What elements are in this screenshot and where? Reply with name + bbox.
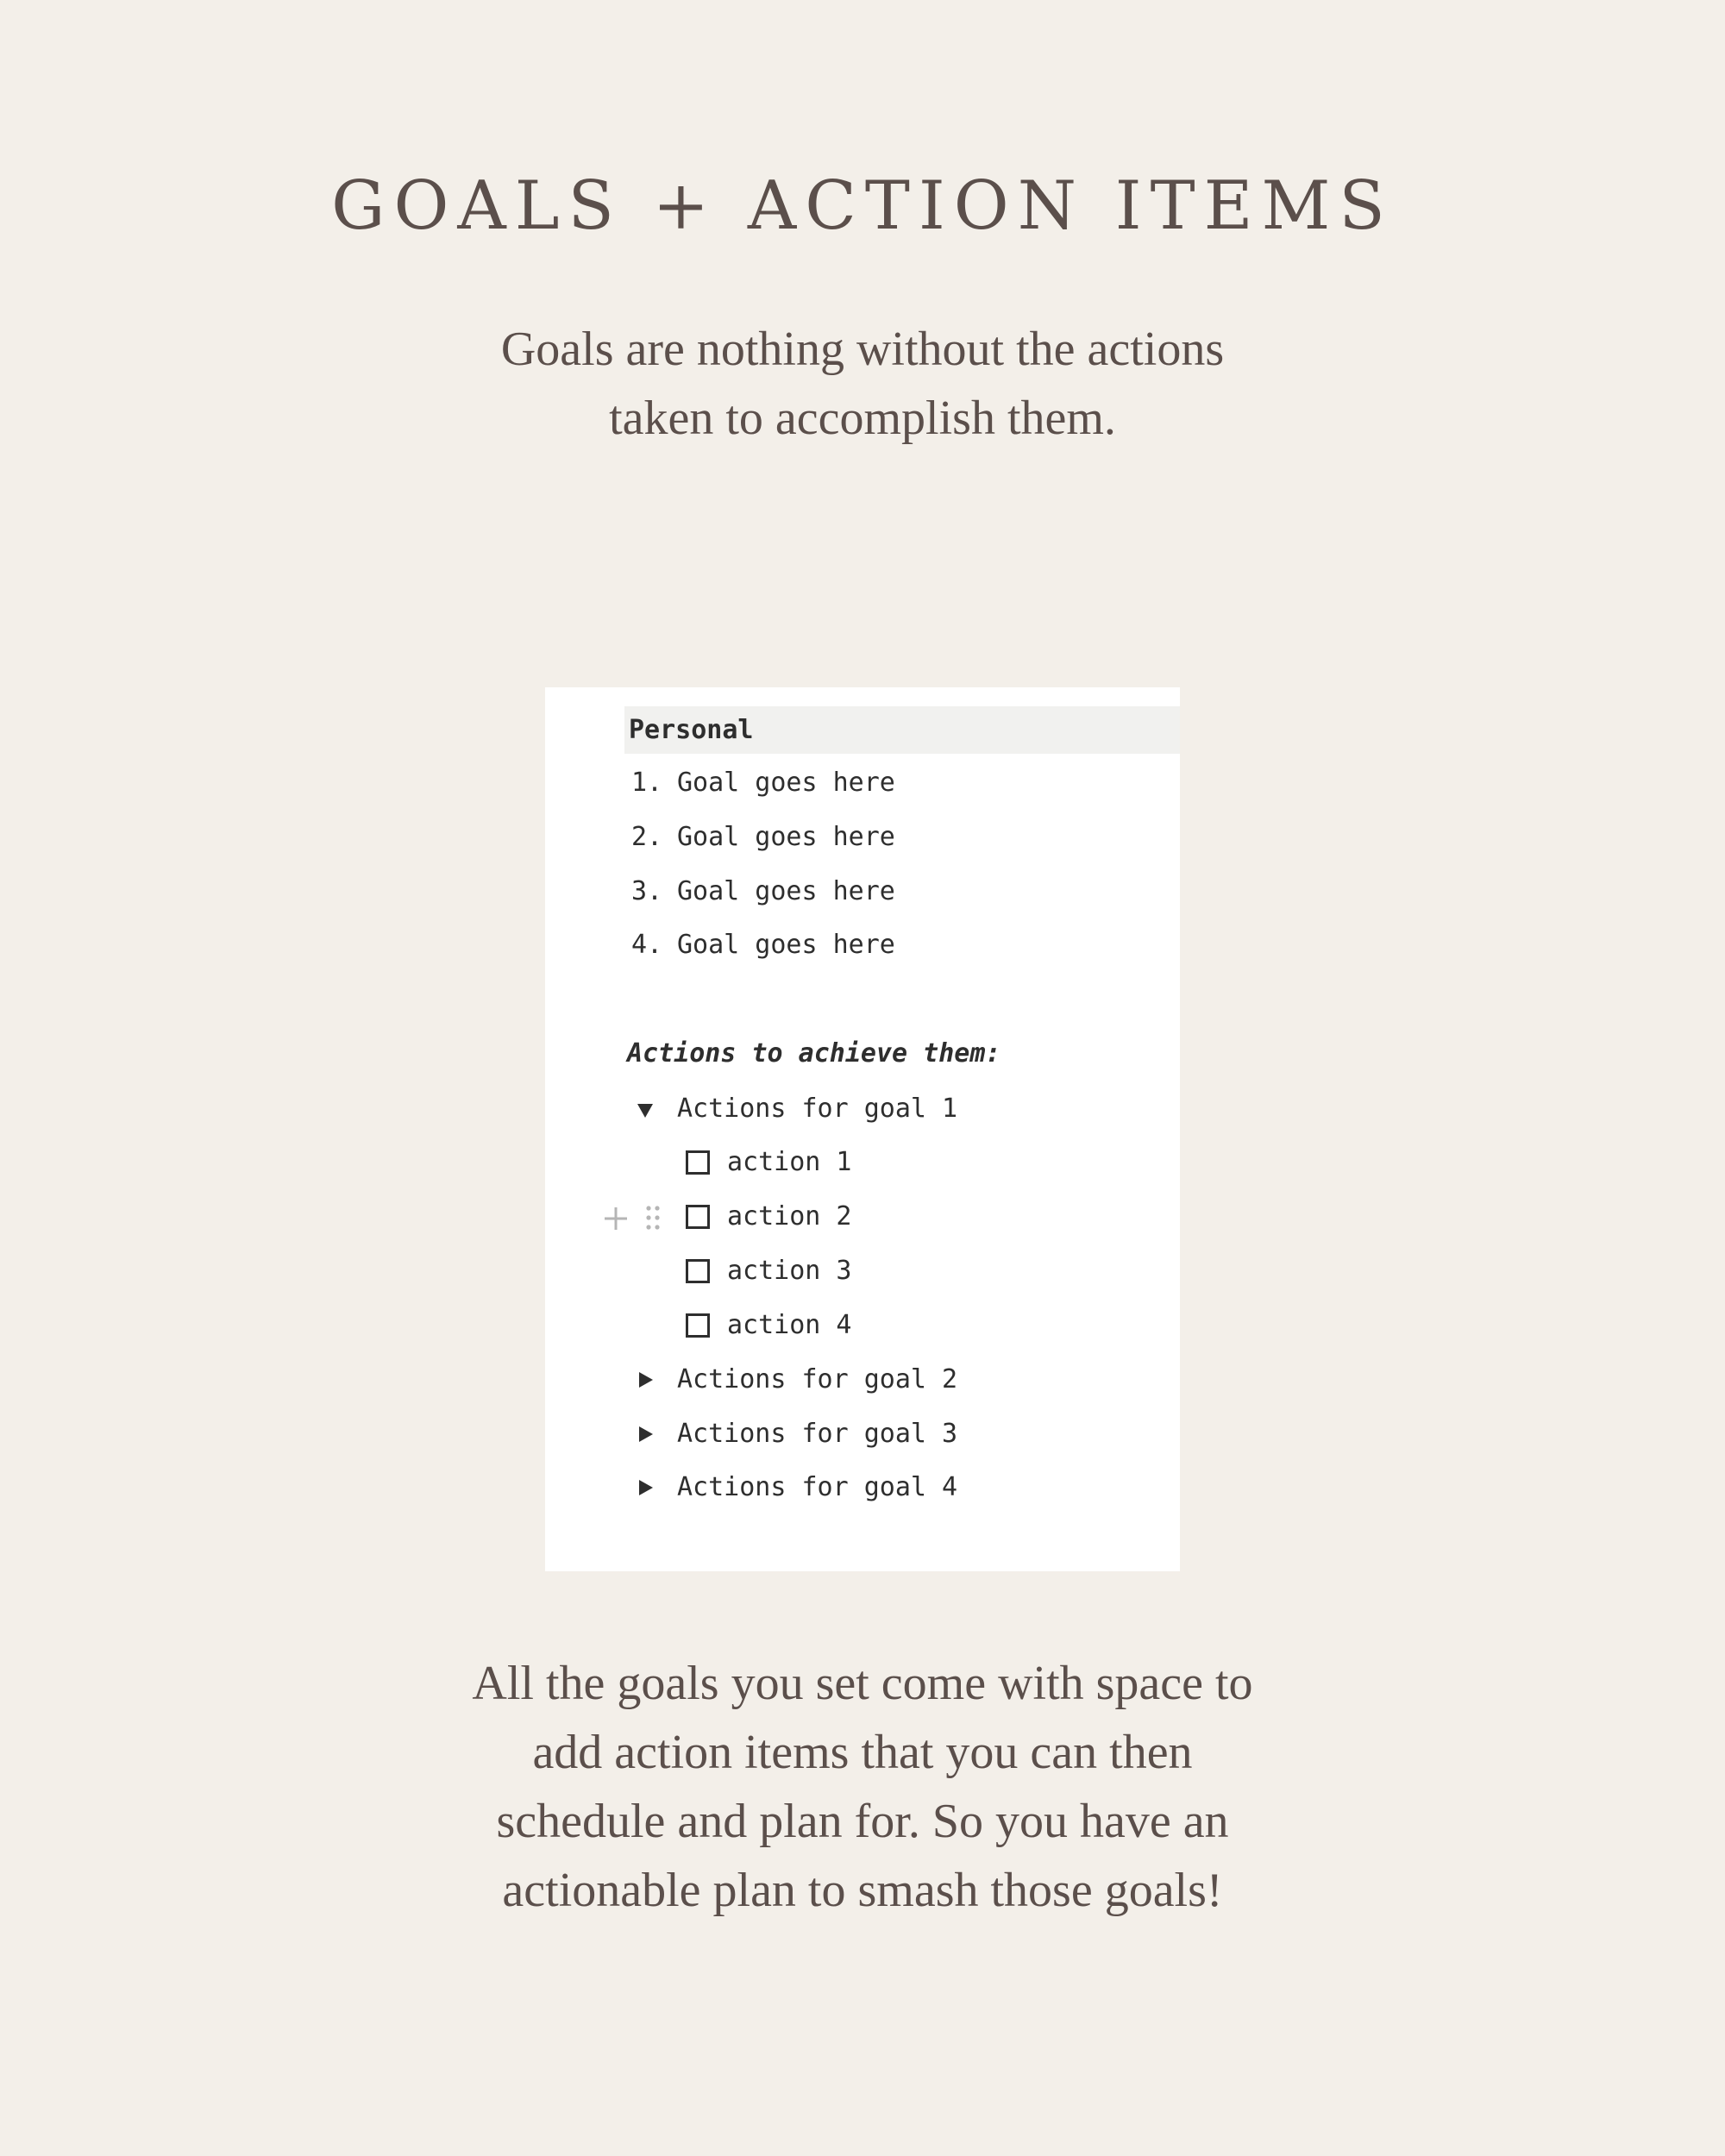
triangle-right-icon[interactable]: [639, 1372, 653, 1388]
goal-number: 3.: [631, 876, 663, 906]
drag-handle-icon[interactable]: [644, 1204, 662, 1232]
toggle-label: Actions for goal 4: [677, 1472, 958, 1502]
toggle-label: Actions for goal 1: [677, 1094, 958, 1124]
subtitle-line: Goals are nothing without the actions: [500, 323, 1225, 376]
toggle-label: Actions for goal 2: [677, 1364, 958, 1395]
goal-text[interactable]: Goal goes here: [677, 876, 895, 906]
actions-heading: Actions to achieve them:: [627, 1038, 1001, 1069]
description-line: add action items that you can then: [532, 1726, 1193, 1779]
goal-text[interactable]: Goal goes here: [677, 822, 895, 852]
checkbox[interactable]: [686, 1259, 710, 1283]
description-line: All the goals you set come with space to: [472, 1657, 1253, 1710]
description-line: actionable plan to smash those goals!: [502, 1864, 1223, 1917]
subtitle-line: taken to accomplish them.: [609, 392, 1116, 445]
plus-icon[interactable]: [603, 1205, 629, 1231]
todo-label[interactable]: action 4: [727, 1310, 852, 1340]
triangle-down-icon[interactable]: [637, 1104, 653, 1118]
checkbox[interactable]: [686, 1205, 710, 1229]
checkbox[interactable]: [686, 1150, 710, 1175]
todo-label[interactable]: action 2: [727, 1201, 852, 1232]
goal-text[interactable]: Goal goes here: [677, 768, 895, 798]
goal-number: 2.: [631, 822, 663, 852]
page-subtitle: [0, 315, 1725, 453]
todo-label[interactable]: action 3: [727, 1256, 852, 1286]
goal-number: 4.: [631, 930, 663, 960]
description-text: [0, 1649, 1725, 1925]
checkbox[interactable]: [686, 1313, 710, 1338]
personal-header-block[interactable]: [624, 706, 1180, 754]
personal-header-label: Personal: [629, 715, 754, 745]
notion-page-panel: [545, 687, 1180, 1571]
toggle-label: Actions for goal 3: [677, 1419, 958, 1449]
description-line: schedule and plan for. So you have an: [496, 1795, 1229, 1848]
page-title: GOALS + ACTION ITEMS: [331, 167, 1394, 245]
goal-text[interactable]: Goal goes here: [677, 930, 895, 960]
todo-label[interactable]: action 1: [727, 1147, 852, 1177]
triangle-right-icon[interactable]: [639, 1480, 653, 1495]
triangle-right-icon[interactable]: [639, 1426, 653, 1442]
goal-number: 1.: [631, 768, 663, 798]
